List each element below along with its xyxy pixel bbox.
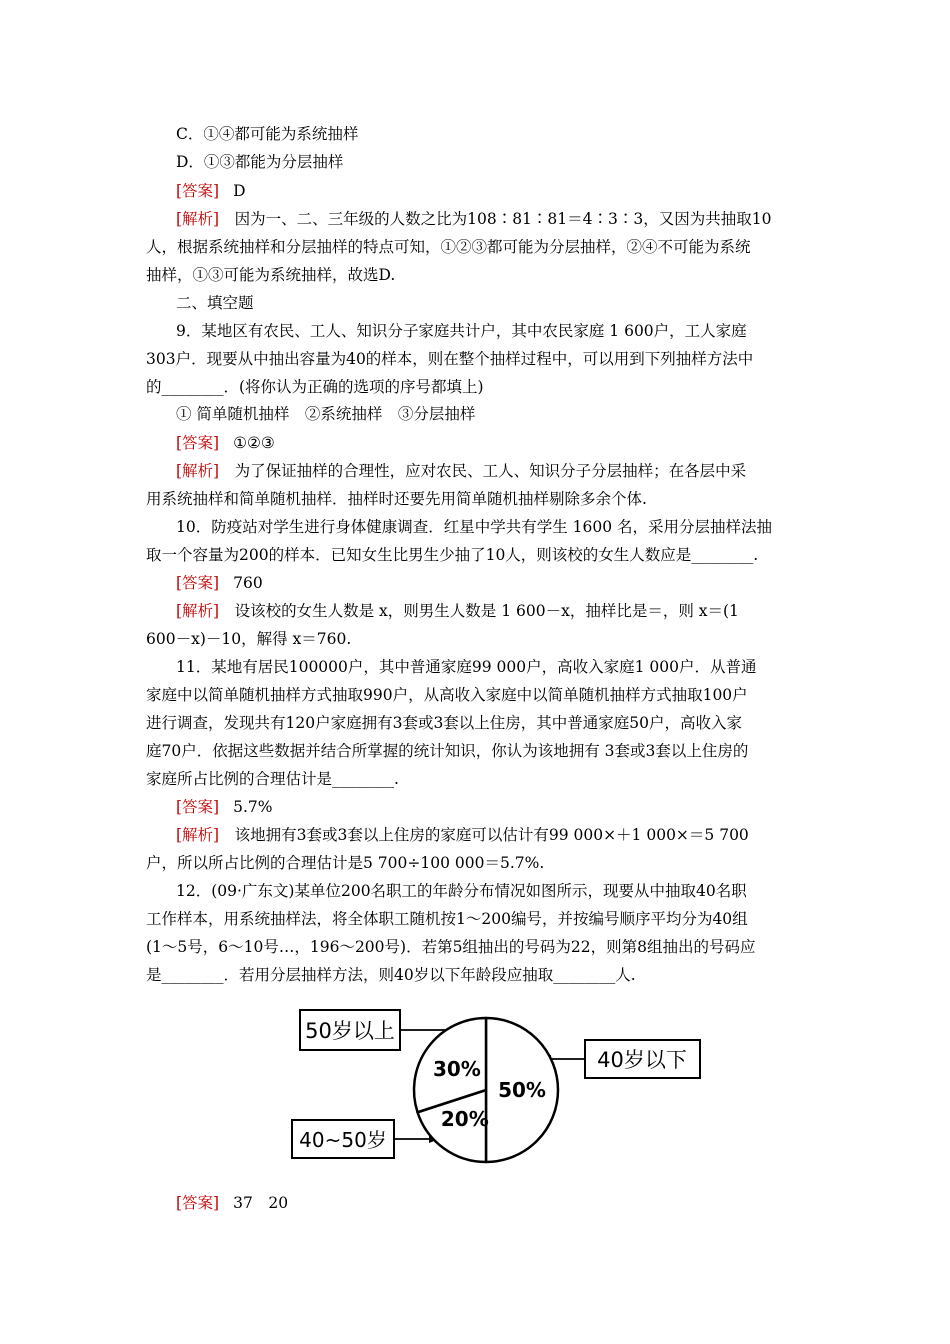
analysis-tag: [解析]	[176, 826, 220, 844]
q11-text-line-1: 11．某地有居民100000户，其中普通家庭99 000户，高收入家庭1 000户．从普通	[176, 658, 757, 676]
answer-value: 37 20	[233, 1194, 289, 1212]
q10-analysis-line-2: 600－x)－10，解得 x＝760.	[146, 630, 352, 648]
q11-analysis-line-2: 户，所以所占比例的合理估计是5 700÷100 000＝5.7%.	[146, 854, 545, 872]
q9-text-line-3: 的________．(将你认为正确的选项的序号都填上)	[146, 378, 484, 396]
answer-tag: [答案]	[176, 574, 220, 592]
q9-answer	[176, 433, 275, 453]
answer-tag: [答案]	[176, 182, 220, 200]
q11-analysis-line-1: [解析] 该地拥有3套或3套以上住房的家庭可以估计有99 000×＋1 000×＝5 700	[176, 826, 749, 844]
answer-value: ①②③	[233, 434, 275, 452]
q12-text-line-3: (1～5号，6～10号…，196～200号)．若第5组抽出的号码为22，则第8组抽出的号码应	[146, 938, 756, 956]
answer-tag: [答案]	[176, 434, 220, 452]
answer-value: 5.7%	[233, 798, 273, 816]
analysis-tag: [解析]	[176, 602, 220, 620]
slice-value-label: 30%	[432, 1056, 481, 1081]
q10-answer	[176, 573, 263, 593]
q8-option-c: C．①④都可能为系统抽样	[176, 125, 359, 143]
q11-answer	[176, 797, 273, 817]
answer-tag: [答案]	[176, 1194, 220, 1212]
analysis-tag: [解析]	[176, 210, 220, 228]
section-title: 二、填空题	[176, 294, 254, 312]
q9-methods: ① 简单随机抽样 ②系统抽样 ③分层抽样	[176, 405, 476, 423]
answer-value: 760	[233, 574, 263, 592]
q8-analysis-line-1: [解析] 因为一、二、三年级的人数之比为108∶81∶81＝4∶3∶3，又因为共抽取10	[176, 210, 772, 228]
age-distribution-pie-chart	[280, 1000, 720, 1180]
q8-answer	[176, 181, 246, 201]
q12-text-line-2: 工作样本，用系统抽样法，将全体职工随机按1～200编号，并按编号顺序平均分为40组	[146, 910, 748, 928]
q8-analysis-line-2: 人，根据系统抽样和分层抽样的特点可知，①②③都可能为分层抽样，②④不可能为系统	[146, 238, 751, 256]
label-40-50: 40~50岁	[299, 1128, 387, 1152]
q12-answer	[176, 1193, 288, 1213]
q9-text-line-2: 303户．现要从中抽出容量为40的样本，则在整个抽样过程中，可以用到下列抽样方法中	[146, 350, 754, 368]
q11-text-line-3: 进行调查，发现共有120户家庭拥有3套或3套以上住房，其中普通家庭50户，高收入家	[146, 714, 743, 732]
label-under-40: 40岁以下	[597, 1048, 687, 1072]
q11-text-line-4: 庭70户．依据这些数据并结合所掌握的统计知识，你认为该地拥有 3套或3套以上住房的	[146, 742, 749, 760]
answer-value: D	[233, 182, 246, 200]
q10-analysis-line-1: [解析] 设该校的女生人数是 x，则男生人数是 1 600－x，抽样比是＝，则 x＝(1	[176, 602, 739, 620]
q9-text-line-1: 9．某地区有农民、工人、知识分子家庭共计户，其中农民家庭 1 600户，工人家庭	[176, 322, 747, 340]
q12-text-line-4: 是________．若用分层抽样方法，则40岁以下年龄段应抽取________人.	[146, 966, 636, 984]
analysis-tag: [解析]	[176, 462, 220, 480]
q9-analysis-line-2: 用系统抽样和简单随机抽样．抽样时还要先用简单随机抽样剔除多余个体.	[146, 490, 647, 508]
slice-value-label: 50%	[498, 1078, 546, 1102]
q12-text-line-1: 12．(09·广东文)某单位200名职工的年龄分布情况如图所示，现要从中抽取40名职	[176, 882, 747, 900]
label-over-50: 50岁以上	[305, 1019, 395, 1043]
q8-option-d: D．①③都能为分层抽样	[176, 153, 344, 171]
q9-analysis-line-1: [解析] 为了保证抽样的合理性，应对农民、工人、知识分子分层抽样；在各层中采	[176, 462, 747, 480]
slice-value-label: 20%	[440, 1107, 489, 1132]
q10-text-line-2: 取一个容量为200的样本．已知女生比男生少抽了10人，则该校的女生人数应是________.	[146, 546, 759, 564]
answer-tag: [答案]	[176, 798, 220, 816]
q11-text-line-5: 家庭所占比例的合理估计是________.	[146, 770, 399, 788]
q10-text-line-1: 10．防疫站对学生进行身体健康调查．红星中学共有学生 1600 名，采用分层抽样法抽	[176, 518, 773, 536]
q8-analysis-line-3: 抽样，①③可能为系统抽样，故选D.	[146, 266, 396, 284]
q11-text-line-2: 家庭中以简单随机抽样方式抽取990户，从高收入家庭中以简单随机抽样方式抽取100户	[146, 686, 748, 704]
